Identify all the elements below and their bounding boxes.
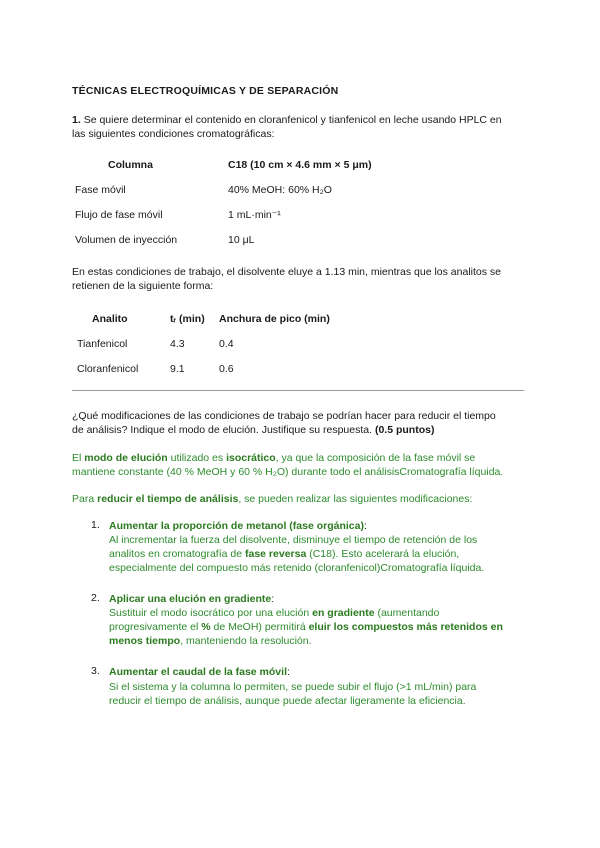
list-item-bold: fase reversa [245, 548, 307, 560]
list-item-bold: menos tiempo [109, 635, 181, 647]
list-item-bold: eluir los compuestos más retenidos en [308, 621, 503, 633]
conditions-row-label: Flujo de fase móvil [75, 208, 163, 221]
list-item-text: Sustituir el modo isocrático por una elución [109, 607, 313, 619]
analytes-header-width: Anchura de pico (min) [219, 312, 330, 325]
conditions-header-label: Columna [108, 158, 153, 171]
analyte-tr: 4.3 [170, 337, 185, 350]
answer-p1-line-2: mantiene constante (40 % MeOH y 60 % H₂O) durante todo el análisisCromatografía líquida. [72, 466, 504, 478]
question-line-1 [72, 113, 502, 127]
question2-points: (0.5 puntos) [374, 424, 435, 436]
analytes-header-analyte: Analito [92, 312, 128, 325]
list-item-heading-text: Aumentar el caudal de la fase móvil [109, 666, 287, 678]
question2-text: de análisis? Indique el modo de elución. Justifique su respuesta. [72, 424, 373, 436]
answer-text: utilizado es [167, 452, 227, 464]
analytes-row [77, 331, 330, 356]
analytes-header-row [77, 306, 330, 331]
conditions-row [75, 202, 372, 227]
analyte-name: Tianfenicol [77, 337, 128, 350]
list-item-text: analitos en cromatografía de [109, 548, 245, 560]
list-item-bold: en gradiente [312, 607, 375, 619]
answer-bold: modo de elución [84, 452, 168, 464]
list-item-number: 3. [91, 665, 100, 677]
list-item-text: (aumentando [374, 607, 440, 619]
list-item-line [109, 634, 312, 648]
list-item-text: (C18). Esto acelerará la elución, [306, 548, 460, 560]
page-title: TÉCNICAS ELECTROQUÍMICAS Y DE SEPARACIÓN [72, 85, 339, 97]
answer-p2 [72, 492, 472, 506]
analyte-width: 0.4 [219, 337, 234, 350]
list-item-line [109, 620, 503, 634]
analytes-table [77, 306, 330, 381]
conditions-table [75, 152, 372, 252]
question2-line-1: ¿Qué modificaciones de las condiciones de trabajo se podrían hacer para reducir el tiempo [72, 410, 496, 422]
conditions-row-value: 1 mL·min⁻¹ [228, 208, 281, 221]
list-item-line: especialmente del compuesto más retenido (cloranfenicol)Cromatografía líquida. [109, 562, 485, 574]
analytes-header-tr: tᵣ (min) [170, 312, 205, 325]
intro2-line-2: retienen de la siguiente forma: [72, 280, 214, 292]
list-item-text: de MeOH) permitirá [210, 621, 309, 633]
answer-bold: reducir el tiempo de análisis [97, 493, 239, 505]
answer-bold: isocrático [226, 452, 276, 464]
list-item-line [109, 547, 459, 561]
list-item-line: Al incrementar la fuerza del disolvente, disminuye el tiempo de retención de los [109, 534, 478, 546]
list-item-number: 2. [91, 592, 100, 604]
conditions-row [75, 177, 372, 202]
question-text-1: Se quiere determinar el contenido en cloranfenicol y tianfenicol en leche usando HPLC en [83, 114, 502, 126]
list-item-number: 1. [91, 519, 100, 531]
divider [72, 390, 524, 391]
list-item-line [109, 606, 439, 620]
answer-p1-line-1 [72, 451, 475, 465]
list-item-text: progresivamente el [109, 621, 202, 633]
analyte-width: 0.6 [219, 362, 234, 375]
conditions-header-value: C18 (10 cm × 4.6 mm × 5 μm) [228, 158, 372, 171]
analyte-name: Cloranfenicol [77, 362, 139, 375]
list-item-heading-text: Aumentar la proporción de metanol (fase orgánica) [109, 520, 364, 532]
list-item-line: reducir el tiempo de análisis, aunque puede afectar ligeramente la eficiencia. [109, 695, 466, 707]
intro2-line-1: En estas condiciones de trabajo, el disolvente eluye a 1.13 min, mientras que los analitos se [72, 266, 502, 278]
answer-text: , se pueden realizar las siguientes modificaciones: [238, 493, 473, 505]
analyte-tr: 9.1 [170, 362, 185, 375]
conditions-row [75, 227, 372, 252]
list-item-heading: Aumentar el caudal de la fase móvil: [109, 666, 290, 678]
list-item-bold: % [201, 621, 211, 633]
answer-text: , ya que la composición de la fase móvil se [275, 452, 476, 464]
answer-text: Para [72, 493, 98, 505]
list-item-heading: Aumentar la proporción de metanol (fase orgánica): [109, 520, 367, 532]
conditions-row-label: Fase móvil [75, 183, 126, 196]
list-item-line: Si el sistema y la columna lo permiten, se puede subir el flujo (>1 mL/min) para [109, 681, 477, 693]
question-line-2: las siguientes condiciones cromatográficas: [72, 128, 275, 140]
question2-line-2 [72, 423, 434, 437]
conditions-row-value: 40% MeOH: 60% H₂O [228, 183, 332, 196]
answer-text: El [72, 452, 85, 464]
conditions-row-value: 10 μL [228, 233, 255, 246]
conditions-header-row [75, 152, 372, 177]
analytes-row [77, 356, 330, 381]
list-item-heading-text: Aplicar una elución en gradiente [109, 593, 272, 605]
question-number: 1. [72, 114, 81, 126]
conditions-row-label: Volumen de inyección [75, 233, 178, 246]
list-item-heading: Aplicar una elución en gradiente: [109, 593, 275, 605]
list-item-text: , manteniendo la resolución. [180, 635, 312, 647]
